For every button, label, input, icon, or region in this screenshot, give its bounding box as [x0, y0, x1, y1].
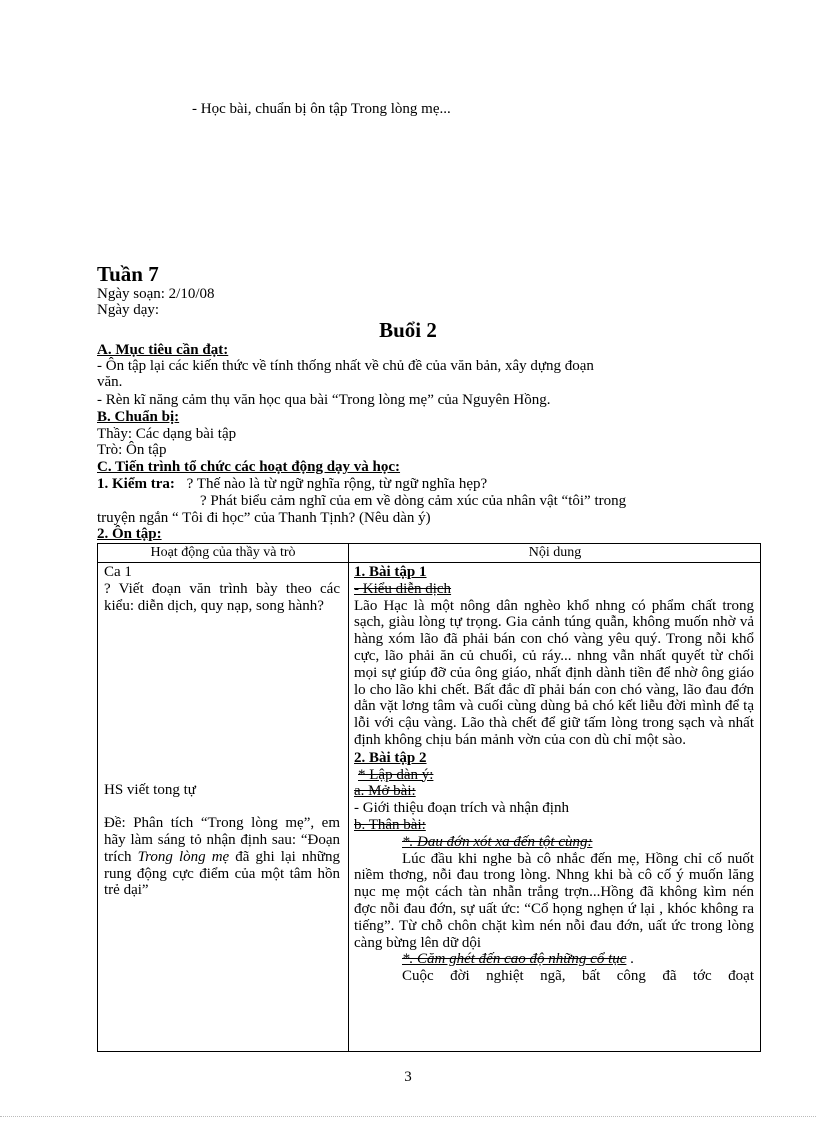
essay-prompt-title: Trong lòng mẹ — [137, 848, 230, 865]
student-prep: Trò: Ôn tập — [97, 442, 167, 458]
table-column-divider — [348, 544, 349, 1051]
essay-prompt — [104, 815, 340, 899]
pain-heading: *. Đau đớn xót xa đến tột cùng: — [402, 833, 593, 850]
section-a-heading: A. Mục tiêu cần đạt: — [97, 342, 229, 358]
section-a-line2: văn. — [97, 374, 123, 390]
top-note: - Học bài, chuẩn bị ôn tập Trong lòng mẹ... — [192, 101, 451, 117]
essay-prompt-prefix: Đề: Phân tích “Trong lòng mẹ”, em hãy làm sáng tỏ nhận định sau: “Đoạn trích — [104, 815, 340, 865]
review-label: 2. Ôn tập: — [97, 526, 162, 542]
session-title: Buổi 2 — [379, 318, 437, 342]
teacher-prep: Thầy: Các dạng bài tập — [97, 426, 237, 442]
intro-heading: a. Mở bài: — [354, 783, 416, 800]
hate-dot: . — [626, 951, 634, 968]
check-line — [97, 476, 487, 492]
hate-heading: *. Căm ghét đến cao độ những cổ tục — [402, 951, 627, 968]
check-question-2: ? Phát biểu cảm nghĩ của em về dòng cảm xúc của nhân vật “tôi” trong — [200, 493, 627, 509]
question-paragraph-types: ? Viết đoạn văn trình bày theo các kiểu: diễn dịch, quy nạp, song hành? — [104, 580, 340, 614]
check-question-1: ? Thế nào là từ ngữ nghĩa rộng, từ ngữ nghĩa hẹp? — [186, 476, 488, 492]
exercise-1-text: Lão Hạc là một nông dân nghèo khổ nhng có phẩm chất trong sạch, giàu lòng tự trọng. Gia cảnh túng quẫn, không muốn nhờ vả hàng xóm lão đã phải bán con chó vàng yêu quý. Trong nỗi khổ cực, lão phải ăn củ chuối, củ ráy... nhng vẫn nhất quyết từ chối mọi sự giúp đỡ của ông giáo, nhất định dành tiền để nhờ ông giáo lo cho lão khi chết. Bất đắc dĩ phải bán con chó vàng, lão đau đớn dằn vặt lơng tâm và cuối cùng dùng bả chó kết liễu đời mình để tạ lỗi với cậu vàng. Lão thà chết để giữ tấm lòng trong sạch và nhất định không chịu bán mảnh vờn của con dù chỉ một sào. — [354, 597, 754, 748]
prep-date: Ngày soạn: 2/10/08 — [97, 286, 215, 302]
page-number: 3 — [404, 1069, 412, 1085]
section-a-line3: - Rèn kĩ năng cảm thụ văn học qua bài “Trong lòng mẹ” của Nguyên Hồng. — [97, 392, 551, 408]
teach-date: Ngày dạy: — [97, 302, 160, 318]
section-a-line1: - Ôn tập lại các kiến thức về tính thống nhất về chủ đề của văn bản, xây dựng đoạn — [97, 358, 594, 374]
ca-label: Ca 1 — [104, 564, 132, 580]
check-question-2b: truyện ngắn “ Tôi đi học” của Thanh Tịnh? (Nêu dàn ý) — [97, 510, 431, 526]
header-content: Nội dung — [528, 545, 582, 560]
hate-line — [354, 951, 754, 968]
left-column — [104, 564, 340, 899]
section-c-heading: C. Tiến trình tổ chức các hoạt động dạy và học: — [97, 459, 401, 475]
essay-prompt-suffix: đã ghi lại những rung động cực điểm của một tâm hồn trẻ dại” — [104, 848, 340, 899]
right-column — [354, 564, 754, 985]
body-heading: b. Thân bài: — [354, 816, 426, 833]
intro-text: - Giới thiệu đoạn trích và nhận định — [354, 800, 569, 817]
week-heading: Tuần 7 — [97, 262, 159, 286]
exercise-1-title: 1. Bài tập 1 — [354, 564, 427, 580]
pain-text: Lúc đầu khi nghe bà cô nhắc đến mẹ, Hồng chỉ cố nuốt niềm thơng, nỗi đau trong lòng. Nhng khi bà cô cố ý muốn lăng nục mẹ một cách tàn nhẫn trắng trợn...Hồng đã không kìm nén đợc nỗi đau đớn, sự uất ức: “Cổ họng nghẹn ứ lại , khóc không ra tiếng”. Từ chỗ chôn chặt kìm nén nỗi đau đớn, uất ức trong lòng càng bừng lên dữ dội — [354, 850, 754, 951]
section-b-heading: B. Chuẩn bị: — [97, 409, 180, 425]
table-header-divider — [98, 562, 760, 563]
lesson-table — [97, 543, 761, 1052]
last-line: Cuộc đời nghiệt ngã, bất công đã tớc đoạt — [402, 968, 754, 985]
check-label: 1. Kiểm tra: — [97, 476, 175, 492]
header-activities: Hoạt động của thầy và trò — [150, 545, 296, 560]
page-bottom-divider — [0, 1116, 816, 1117]
hs-note: HS viết tong tự — [104, 782, 196, 799]
outline-heading: * Lập dàn ý: — [358, 766, 434, 783]
exercise-2-title: 2. Bài tập 2 — [354, 749, 427, 766]
exercise-1-type: - Kiểu diễn dịch — [354, 580, 452, 597]
